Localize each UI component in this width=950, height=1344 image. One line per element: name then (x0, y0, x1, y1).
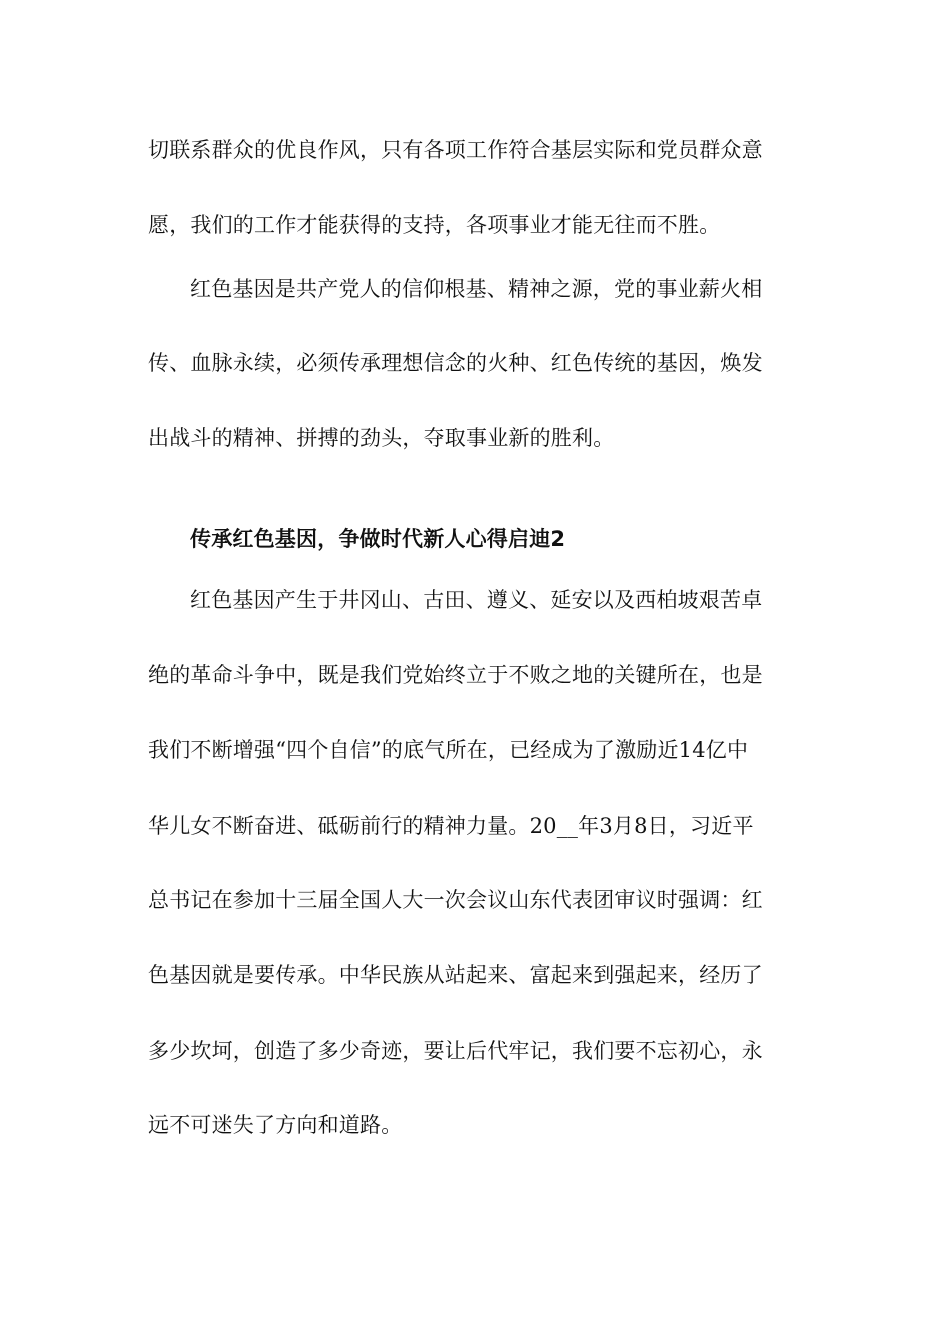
paragraph-line: 切联系群众的优良作风，只有各项工作符合基层实际和党员群众意 (148, 138, 763, 162)
paragraph-line: 愿，我们的工作才能获得的支持，各项事业才能无往而不胜。 (148, 213, 721, 237)
paragraph-line: 总书记在参加十三届全国人大一次会议山东代表团审议时强调：红 (148, 888, 763, 912)
section-heading: 传承红色基因，争做时代新人心得启迪2 (190, 527, 566, 551)
paragraph-line: 绝的革命斗争中，既是我们党始终立于不败之地的关键所在，也是 (148, 663, 763, 687)
paragraph-line: 远不可迷失了方向和道路。 (148, 1113, 403, 1137)
paragraph-line: 出战斗的精神、拼搏的劲头，夺取事业新的胜利。 (148, 426, 615, 450)
paragraph-line: 色基因就是要传承。中华民族从站起来、富起来到强起来，经历了 (148, 963, 763, 987)
paragraph-line: 红色基因产生于井冈山、古田、遵义、延安以及西柏坡艰苦卓 (190, 588, 763, 612)
paragraph-line: 传、血脉永续，必须传承理想信念的火种、红色传统的基因，焕发 (148, 351, 763, 375)
paragraph-line: 华儿女不断奋进、砥砺前行的精神力量。20__年3月8日，习近平 (148, 814, 754, 838)
paragraph-line: 红色基因是共产党人的信仰根基、精神之源，党的事业薪火相 (190, 277, 763, 301)
paragraph-line: 我们不断增强“四个自信”的底气所在，已经成为了激励近14亿中 (148, 738, 749, 762)
paragraph-line: 多少坎坷，创造了多少奇迹，要让后代牢记，我们要不忘初心，永 (148, 1039, 763, 1063)
